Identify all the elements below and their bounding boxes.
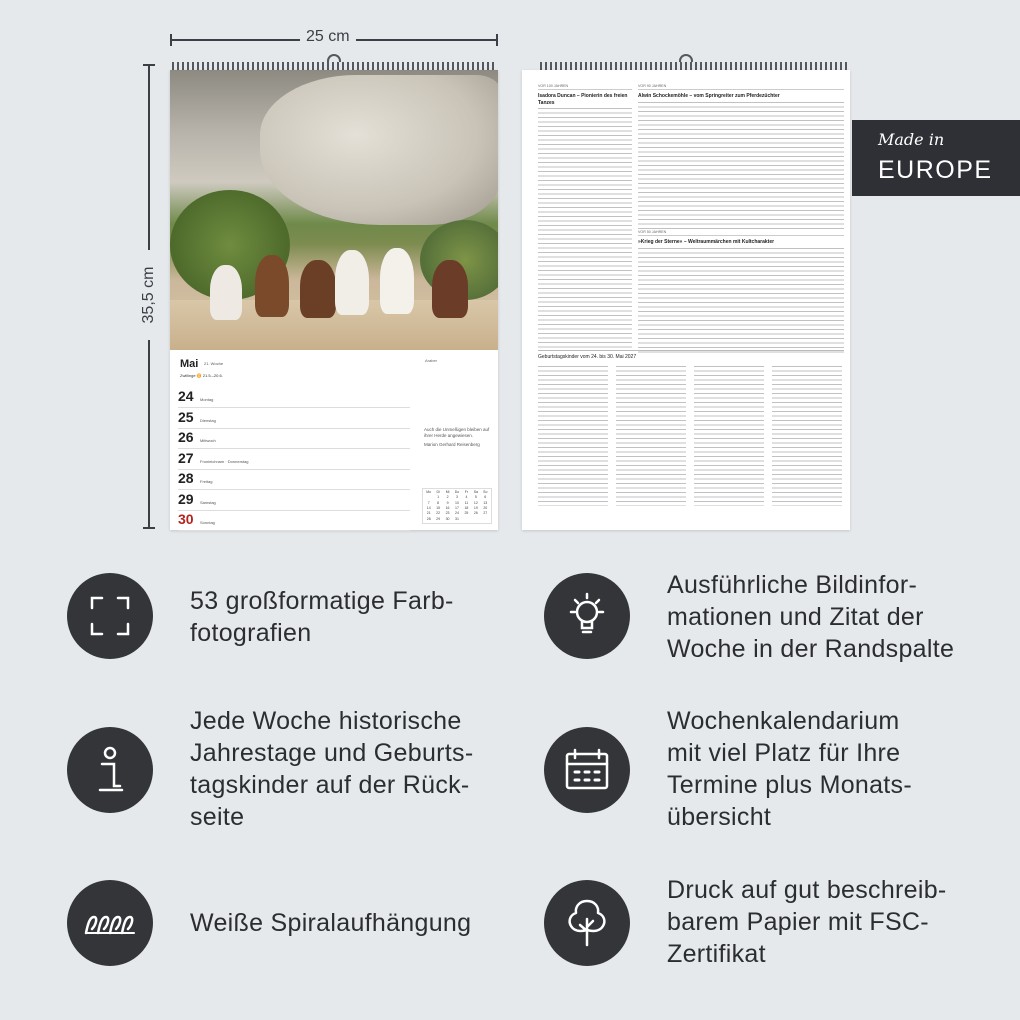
zodiac-sign: Zwillinge ♊ 21.5.–20.6. bbox=[180, 373, 223, 378]
minical-cell: Di bbox=[436, 490, 440, 494]
birthdays-column bbox=[538, 366, 608, 506]
day-row bbox=[178, 409, 410, 429]
minical-cell: 11 bbox=[464, 500, 469, 505]
minical-cell: 30 bbox=[445, 516, 450, 521]
month-title: Mai bbox=[180, 358, 199, 370]
horse-shape bbox=[210, 265, 242, 320]
calendar-icon bbox=[544, 727, 630, 813]
text-block bbox=[638, 102, 844, 230]
day-name: Freitag bbox=[200, 479, 213, 484]
week-calendar bbox=[170, 350, 498, 530]
minical-cell: Mi bbox=[445, 490, 450, 494]
quote-author: Marion Gerhard Reisenberg bbox=[424, 441, 480, 447]
minical-cell: 7 bbox=[427, 500, 430, 505]
minical-cell: 21 bbox=[426, 511, 431, 516]
minical-cell: 9 bbox=[446, 500, 449, 505]
horses-photo bbox=[170, 70, 498, 350]
calendar-front-page bbox=[170, 70, 498, 530]
section-kicker: VOR 100 JAHREN bbox=[538, 84, 632, 90]
feature-text-calendar: Wochenkalendarium mit viel Platz für Ihre Termine plus Monats- übersicht bbox=[667, 707, 912, 831]
day-number: 28 bbox=[178, 470, 194, 486]
rock-shape bbox=[260, 75, 498, 225]
minical-cell bbox=[481, 517, 490, 522]
birthdays-column bbox=[772, 366, 842, 506]
section-heading: »Krieg der Sterne« – Weltraummärchen mit Kultcharakter bbox=[638, 238, 775, 245]
day-name: Mittwoch bbox=[200, 438, 216, 443]
anniversary-column-1 bbox=[538, 84, 632, 362]
info-icon bbox=[67, 727, 153, 813]
minical-cell: 17 bbox=[455, 505, 459, 510]
minical-cell: Sa bbox=[473, 490, 478, 494]
back-hanger bbox=[679, 54, 693, 62]
front-hanger bbox=[327, 54, 341, 62]
day-row bbox=[178, 491, 410, 511]
lightbulb-icon bbox=[544, 573, 630, 659]
made-in-label: Made in bbox=[878, 130, 945, 149]
quote-text: Auch die Unmeßigen bleiben auf ihrer Herde angewiesen. bbox=[424, 427, 490, 438]
horse-shape bbox=[335, 250, 369, 315]
height-dimension-label: 35,5 cm bbox=[140, 250, 158, 340]
minical-cell: 10 bbox=[455, 500, 459, 505]
day-name: Sonntag bbox=[200, 520, 215, 525]
tree-icon bbox=[544, 880, 630, 966]
expand-icon bbox=[67, 573, 153, 659]
photo-caption: Araber bbox=[425, 358, 438, 363]
text-block bbox=[538, 108, 632, 348]
quote-of-week bbox=[424, 427, 496, 448]
day-name: Fronleichnam · Donnerstag bbox=[200, 458, 249, 464]
minical-cell bbox=[462, 517, 471, 522]
minical-cell: 5 bbox=[474, 495, 477, 500]
feature-text-paper: Druck auf gut beschreib- barem Papier mit FSC- Zertifikat bbox=[667, 876, 947, 968]
horse-shape bbox=[380, 248, 414, 314]
month-overview bbox=[422, 488, 492, 524]
minical-cell: 31 bbox=[455, 516, 459, 521]
minical-cell: 16 bbox=[445, 505, 450, 510]
day-row bbox=[178, 450, 410, 470]
minical-cell: 27 bbox=[483, 511, 488, 516]
minical-cell: 13 bbox=[483, 500, 488, 505]
minical-cell: Mo bbox=[426, 490, 432, 494]
minical-cell: 25 bbox=[464, 511, 469, 516]
birthdays-heading bbox=[538, 354, 844, 364]
minical-cell: Fr bbox=[464, 490, 469, 494]
day-number: 29 bbox=[178, 490, 194, 507]
made-in-europe-badge bbox=[852, 120, 1020, 196]
minical-cell: 2 bbox=[446, 495, 449, 500]
front-spiral bbox=[172, 62, 496, 70]
minical-cell: 28 bbox=[426, 516, 431, 521]
minical-cell: 1 bbox=[437, 495, 440, 500]
horse-shape bbox=[300, 260, 336, 318]
minical-cell bbox=[471, 517, 480, 522]
calendar-back-page bbox=[522, 70, 850, 530]
day-number: 27 bbox=[178, 449, 194, 466]
birthdays-title: Geburtstagskinder vom 24. bis 30. Mai 2027 bbox=[538, 354, 637, 360]
minical-cell: 22 bbox=[436, 511, 441, 516]
birthdays-column bbox=[616, 366, 686, 506]
anniversary-column-2 bbox=[638, 84, 844, 234]
day-number: 30 bbox=[178, 511, 194, 527]
section-heading: Isadora Duncan – Pionierin des freien Tanzes bbox=[538, 92, 628, 106]
section-kicker: VOR 90 JAHREN bbox=[638, 84, 844, 90]
minical-cell: 12 bbox=[473, 500, 478, 505]
minical-cell: 18 bbox=[464, 505, 469, 510]
width-dimension-label: 25 cm bbox=[300, 28, 356, 46]
minical-cell: 19 bbox=[473, 505, 478, 510]
day-row bbox=[178, 511, 410, 531]
minical-cell: 3 bbox=[456, 495, 458, 500]
feature-text-history: Jede Woche historische Jahrestage und Geburts- tagskinder auf der Rück- seite bbox=[190, 707, 474, 831]
day-row bbox=[178, 470, 410, 490]
minical-cell: 14 bbox=[426, 505, 431, 510]
spiral-icon bbox=[67, 880, 153, 966]
divider bbox=[538, 350, 844, 351]
europe-label: EUROPE bbox=[878, 156, 993, 184]
section-heading: Alwin Schockemöhle – vom Springreiter zum Pferdezüchter bbox=[638, 92, 780, 99]
section-kicker: VOR 50 JAHREN bbox=[638, 230, 844, 236]
minical-cell: 26 bbox=[473, 511, 478, 516]
day-row bbox=[178, 388, 410, 408]
feature-text-info: Ausführliche Bildinfor- mationen und Zitat der Woche in der Randspalte bbox=[667, 571, 955, 663]
day-number: 25 bbox=[178, 408, 194, 425]
text-block bbox=[638, 248, 844, 356]
minical-cell: 29 bbox=[436, 516, 441, 521]
back-spiral bbox=[540, 62, 848, 70]
minical-cell: Do bbox=[454, 490, 460, 494]
feature-text-spiral: Weiße Spiralaufhängung bbox=[190, 909, 472, 937]
week-number: 21. Woche bbox=[204, 361, 224, 366]
horse-shape bbox=[255, 255, 289, 317]
horse-shape bbox=[432, 260, 468, 318]
day-row bbox=[178, 429, 410, 449]
day-number: 24 bbox=[178, 388, 194, 404]
day-name: Samstag bbox=[200, 499, 216, 505]
minical-cell: So bbox=[483, 490, 488, 494]
day-name: Dienstag bbox=[200, 417, 216, 423]
day-number: 26 bbox=[178, 429, 194, 445]
birthdays-column bbox=[694, 366, 764, 506]
anniversary-column-3 bbox=[638, 230, 844, 360]
minical-cell: 15 bbox=[436, 505, 441, 510]
minical-cell: 8 bbox=[437, 500, 440, 505]
minical-cell: 24 bbox=[455, 511, 459, 516]
minical-cell: 4 bbox=[465, 495, 468, 500]
minical-cell: 6 bbox=[484, 495, 487, 500]
feature-text-photos: 53 großformatige Farb- fotografien bbox=[190, 587, 454, 647]
minical-cell: 23 bbox=[445, 511, 450, 516]
day-name: Montag bbox=[200, 397, 214, 402]
minical-cell: 20 bbox=[483, 505, 488, 510]
